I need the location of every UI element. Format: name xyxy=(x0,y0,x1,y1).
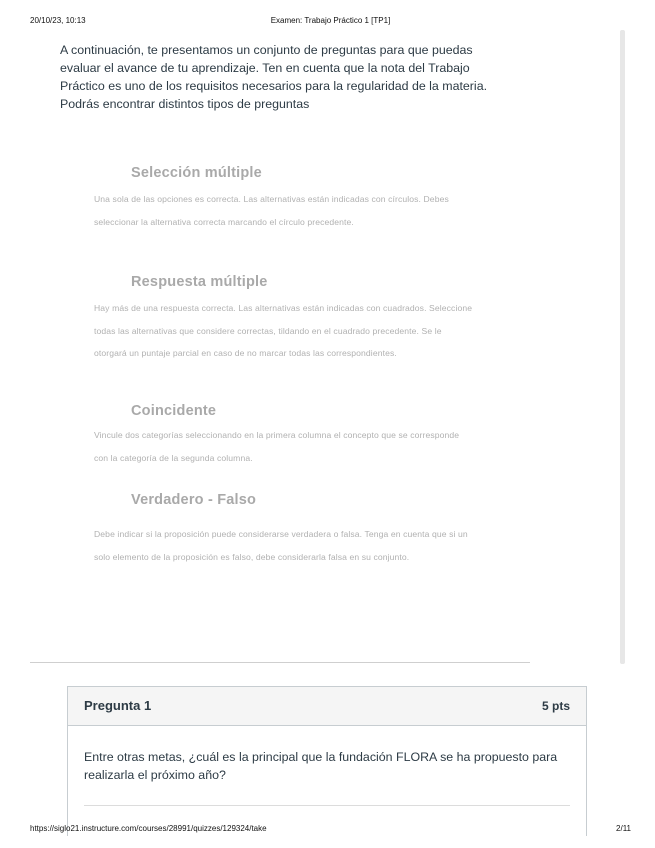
print-page-number: 2/11 xyxy=(616,824,631,833)
print-footer xyxy=(30,824,631,836)
section-desc-coincidente: Vincule dos categorías seleccionando en la primera columna el concepto que se corresponde con la categoría de la segunda columna. xyxy=(94,430,460,463)
section-title-seleccion-multiple: Selección múltiple xyxy=(131,165,262,181)
section-desc-seleccion-multiple: Una sola de las opciones es correcta. Las alternativas están indicadas con círculos. Debes seleccionar la alternativa correcta marcando el círculo precedente. xyxy=(94,194,449,227)
section-title-verdadero-falso: Verdadero - Falso xyxy=(131,492,257,508)
question-text: Entre otras metas, ¿cuál es la principal que la fundación FLORA se ha propuesto para realizarla el próximo año? xyxy=(84,750,558,782)
question-name: Pregunta 1 xyxy=(84,698,152,713)
print-url: https://siglo21.instructure.com/courses/28991/quizzes/129324/take xyxy=(30,824,267,833)
print-datetime: 20/10/23, 10:13 xyxy=(30,16,86,25)
section-title-coincidente: Coincidente xyxy=(131,403,217,419)
content-divider xyxy=(30,662,530,663)
section-title-respuesta-multiple: Respuesta múltiple xyxy=(131,274,268,290)
question-header xyxy=(68,687,586,726)
question-separator xyxy=(84,805,570,806)
question-card xyxy=(67,686,587,836)
print-header xyxy=(30,16,631,28)
section-desc-verdadero-falso: Debe indicar si la proposición puede considerarse verdadera o falsa. Tenga en cuenta que si un solo elemento de la proposición es falso, debe considerarla falsa en su conjunto. xyxy=(94,529,468,562)
question-points: 5 pts xyxy=(541,699,570,713)
intro-text: A continuación, te presentamos un conjunto de preguntas para que puedas evaluar el avance de tu aprendizaje. Ten en cuenta que la nota del Trabajo Práctico es uno de los requisitos necesarios para la regularidad de la materia. Podrás encontrar distintos tipos de preguntas xyxy=(60,43,488,111)
scrollbar[interactable] xyxy=(620,30,625,664)
print-title: Examen: Trabajo Práctico 1 [TP1] xyxy=(270,16,391,25)
section-desc-respuesta-multiple: Hay más de una respuesta correcta. Las alternativas están indicadas con cuadrados. Seleccione todas las alternativas que considere correctas, tildando en el cuadrado precedente. Se le otorgará un puntaje parcial en caso de no marcar todas las correspondientes. xyxy=(94,303,473,358)
